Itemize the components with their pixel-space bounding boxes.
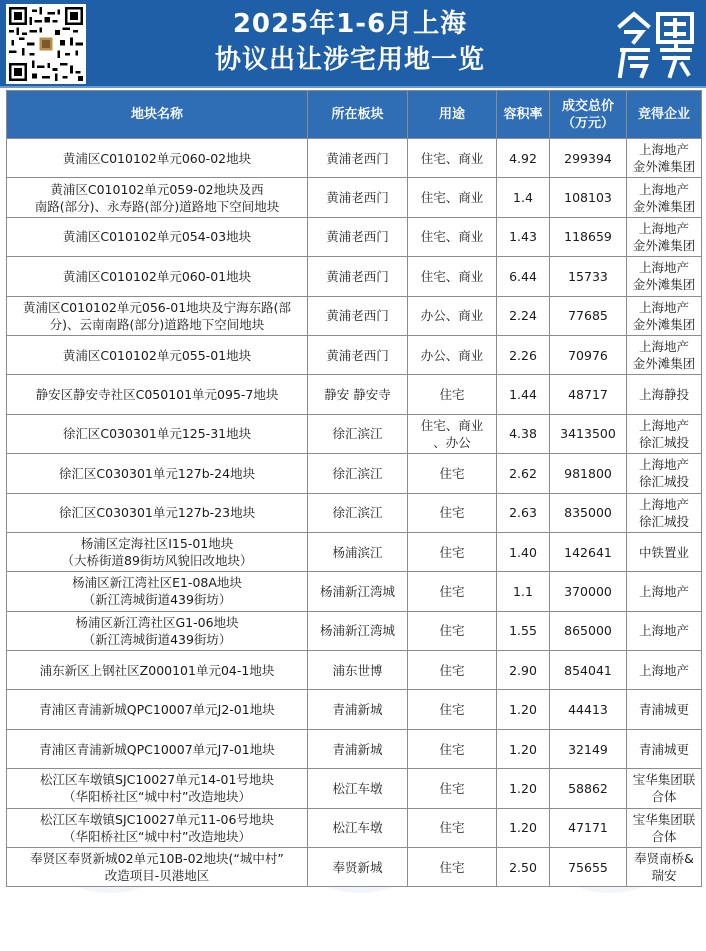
cell-name: 奉贤区奉贤新城02单元10B-02地块(“城中村” 改造项目-贝港地区	[7, 848, 308, 887]
cell-area: 徐汇滨江	[308, 493, 408, 532]
cell-far: 1.40	[497, 532, 550, 571]
title-line-2: 协议出让涉宅用地一览	[214, 45, 485, 75]
cell-use: 住宅	[408, 493, 497, 532]
cell-area: 浦东世博	[308, 651, 408, 690]
table-row	[7, 493, 702, 532]
table-row	[7, 257, 702, 296]
cell-area: 黄浦老西门	[308, 139, 408, 178]
cell-name: 徐汇区C030301单元127b-23地块	[7, 493, 308, 532]
cell-area: 黄浦老西门	[308, 257, 408, 296]
cell-far: 2.24	[497, 296, 550, 335]
column-header-price: 成交总价 （万元）	[550, 91, 627, 139]
cell-company: 上海地产 徐汇城投	[627, 414, 702, 453]
cell-use: 住宅	[408, 611, 497, 650]
cell-company: 上海地产 金外滩集团	[627, 139, 702, 178]
cell-price: 77685	[550, 296, 627, 335]
cell-name: 黄浦区C010102单元055-01地块	[7, 335, 308, 374]
jinri-fangchan-logo	[612, 6, 700, 82]
cell-use: 办公、商业	[408, 335, 497, 374]
cell-use: 住宅、商业	[408, 139, 497, 178]
cell-price: 865000	[550, 611, 627, 650]
cell-far: 2.50	[497, 848, 550, 887]
cell-price: 370000	[550, 572, 627, 611]
table-row	[7, 729, 702, 768]
table-row	[7, 690, 702, 729]
cell-use: 住宅	[408, 769, 497, 808]
cell-area: 徐汇滨江	[308, 414, 408, 453]
table-row	[7, 808, 702, 847]
cell-price: 75655	[550, 848, 627, 887]
cell-area: 黄浦老西门	[308, 178, 408, 217]
cell-company: 上海地产	[627, 572, 702, 611]
cell-company: 上海地产 徐汇城投	[627, 454, 702, 493]
qr-code-icon	[6, 4, 86, 84]
table-row	[7, 139, 702, 178]
table-row	[7, 848, 702, 887]
cell-use: 住宅	[408, 808, 497, 847]
cell-name: 黄浦区C010102单元054-03地块	[7, 217, 308, 256]
column-header-use: 用途	[408, 91, 497, 139]
cell-area: 奉贤新城	[308, 848, 408, 887]
cell-far: 2.62	[497, 454, 550, 493]
table-row	[7, 414, 702, 453]
cell-area: 杨浦新江湾城	[308, 611, 408, 650]
cell-area: 松江车墩	[308, 808, 408, 847]
cell-company: 上海地产 金外滩集团	[627, 296, 702, 335]
cell-area: 黄浦老西门	[308, 335, 408, 374]
cell-area: 徐汇滨江	[308, 454, 408, 493]
cell-use: 住宅、商业	[408, 217, 497, 256]
cell-use: 住宅、商业 、办公	[408, 414, 497, 453]
cell-price: 32149	[550, 729, 627, 768]
cell-name: 青浦区青浦新城QPC10007单元J2-01地块	[7, 690, 308, 729]
cell-far: 2.90	[497, 651, 550, 690]
cell-price: 118659	[550, 217, 627, 256]
column-header-far: 容积率	[497, 91, 550, 139]
table-row	[7, 651, 702, 690]
cell-company: 青浦城更	[627, 729, 702, 768]
cell-name: 青浦区青浦新城QPC10007单元J7-01地块	[7, 729, 308, 768]
cell-company: 上海地产 徐汇城投	[627, 493, 702, 532]
cell-area: 青浦新城	[308, 729, 408, 768]
table-header-row	[7, 91, 702, 139]
cell-price: 48717	[550, 375, 627, 414]
cell-price: 854041	[550, 651, 627, 690]
cell-use: 住宅、商业	[408, 178, 497, 217]
cell-use: 住宅	[408, 848, 497, 887]
table-body	[7, 139, 702, 887]
cell-name: 松江区车墩镇SJC10027单元11-06号地块 （华阳桥社区“城中村”改造地块）	[7, 808, 308, 847]
cell-name: 徐汇区C030301单元125-31地块	[7, 414, 308, 453]
cell-area: 松江车墩	[308, 769, 408, 808]
cell-name: 黄浦区C010102单元056-01地块及宁海东路(部 分)、云南南路(部分)道路地下空间地块	[7, 296, 308, 335]
page-title	[96, 6, 604, 84]
cell-area: 黄浦老西门	[308, 217, 408, 256]
cell-area: 静安 静安寺	[308, 375, 408, 414]
cell-company: 上海地产 金外滩集团	[627, 335, 702, 374]
cell-company: 奉贤南桥& 瑞安	[627, 848, 702, 887]
cell-far: 1.43	[497, 217, 550, 256]
cell-far: 4.38	[497, 414, 550, 453]
cell-company: 上海静投	[627, 375, 702, 414]
cell-name: 杨浦区新江湾社区G1-06地块 （新江湾城街道439街坊）	[7, 611, 308, 650]
column-header-company: 竞得企业	[627, 91, 702, 139]
cell-name: 黄浦区C010102单元060-02地块	[7, 139, 308, 178]
cell-far: 1.44	[497, 375, 550, 414]
cell-name: 黄浦区C010102单元060-01地块	[7, 257, 308, 296]
cell-name: 浦东新区上钢社区Z000101单元04-1地块	[7, 651, 308, 690]
cell-price: 142641	[550, 532, 627, 571]
table-row	[7, 572, 702, 611]
cell-area: 黄浦老西门	[308, 296, 408, 335]
cell-use: 住宅	[408, 729, 497, 768]
cell-far: 1.20	[497, 808, 550, 847]
cell-far: 1.20	[497, 729, 550, 768]
cell-name: 杨浦区定海社区I15-01地块 （大桥街道89街坊风貌旧改地块）	[7, 532, 308, 571]
table-row	[7, 335, 702, 374]
cell-company: 上海地产 金外滩集团	[627, 257, 702, 296]
cell-name: 静安区静安寺社区C050101单元095-7地块	[7, 375, 308, 414]
cell-company: 宝华集团联 合体	[627, 808, 702, 847]
title-line-1: 2025年1-6月上海	[232, 9, 468, 39]
cell-use: 住宅	[408, 532, 497, 571]
cell-company: 上海地产	[627, 651, 702, 690]
cell-far: 4.92	[497, 139, 550, 178]
cell-far: 1.1	[497, 572, 550, 611]
cell-price: 108103	[550, 178, 627, 217]
cell-price: 299394	[550, 139, 627, 178]
cell-company: 上海地产	[627, 611, 702, 650]
column-header-name: 地块名称	[7, 91, 308, 139]
table-row	[7, 454, 702, 493]
cell-company: 宝华集团联 合体	[627, 769, 702, 808]
cell-far: 1.4	[497, 178, 550, 217]
cell-use: 住宅	[408, 375, 497, 414]
table-row	[7, 769, 702, 808]
cell-price: 15733	[550, 257, 627, 296]
cell-use: 住宅	[408, 572, 497, 611]
cell-far: 2.63	[497, 493, 550, 532]
cell-price: 58862	[550, 769, 627, 808]
table-row	[7, 611, 702, 650]
cell-price: 3413500	[550, 414, 627, 453]
table-row	[7, 178, 702, 217]
column-header-area: 所在板块	[308, 91, 408, 139]
cell-use: 办公、商业	[408, 296, 497, 335]
cell-price: 44413	[550, 690, 627, 729]
cell-name: 徐汇区C030301单元127b-24地块	[7, 454, 308, 493]
cell-use: 住宅、商业	[408, 257, 497, 296]
cell-use: 住宅	[408, 651, 497, 690]
cell-use: 住宅	[408, 690, 497, 729]
cell-price: 70976	[550, 335, 627, 374]
cell-far: 6.44	[497, 257, 550, 296]
cell-company: 青浦城更	[627, 690, 702, 729]
table-row	[7, 296, 702, 335]
cell-company: 上海地产 金外滩集团	[627, 178, 702, 217]
cell-price: 835000	[550, 493, 627, 532]
cell-name: 松江区车墩镇SJC10027单元14-01号地块 （华阳桥社区“城中村”改造地块）	[7, 769, 308, 808]
table-row	[7, 375, 702, 414]
table-row	[7, 217, 702, 256]
cell-far: 1.55	[497, 611, 550, 650]
cell-area: 杨浦新江湾城	[308, 572, 408, 611]
cell-area: 青浦新城	[308, 690, 408, 729]
page-header	[0, 0, 706, 88]
cell-use: 住宅	[408, 454, 497, 493]
cell-name: 黄浦区C010102单元059-02地块及西 南路(部分)、永寿路(部分)道路地下空间地块	[7, 178, 308, 217]
cell-price: 981800	[550, 454, 627, 493]
land-table	[6, 90, 702, 887]
cell-price: 47171	[550, 808, 627, 847]
cell-far: 2.26	[497, 335, 550, 374]
cell-name: 杨浦区新江湾社区E1-08A地块 （新江湾城街道439街坊）	[7, 572, 308, 611]
table-row	[7, 532, 702, 571]
cell-far: 1.20	[497, 769, 550, 808]
cell-company: 上海地产 金外滩集团	[627, 217, 702, 256]
cell-far: 1.20	[497, 690, 550, 729]
cell-company: 中铁置业	[627, 532, 702, 571]
cell-area: 杨浦滨江	[308, 532, 408, 571]
